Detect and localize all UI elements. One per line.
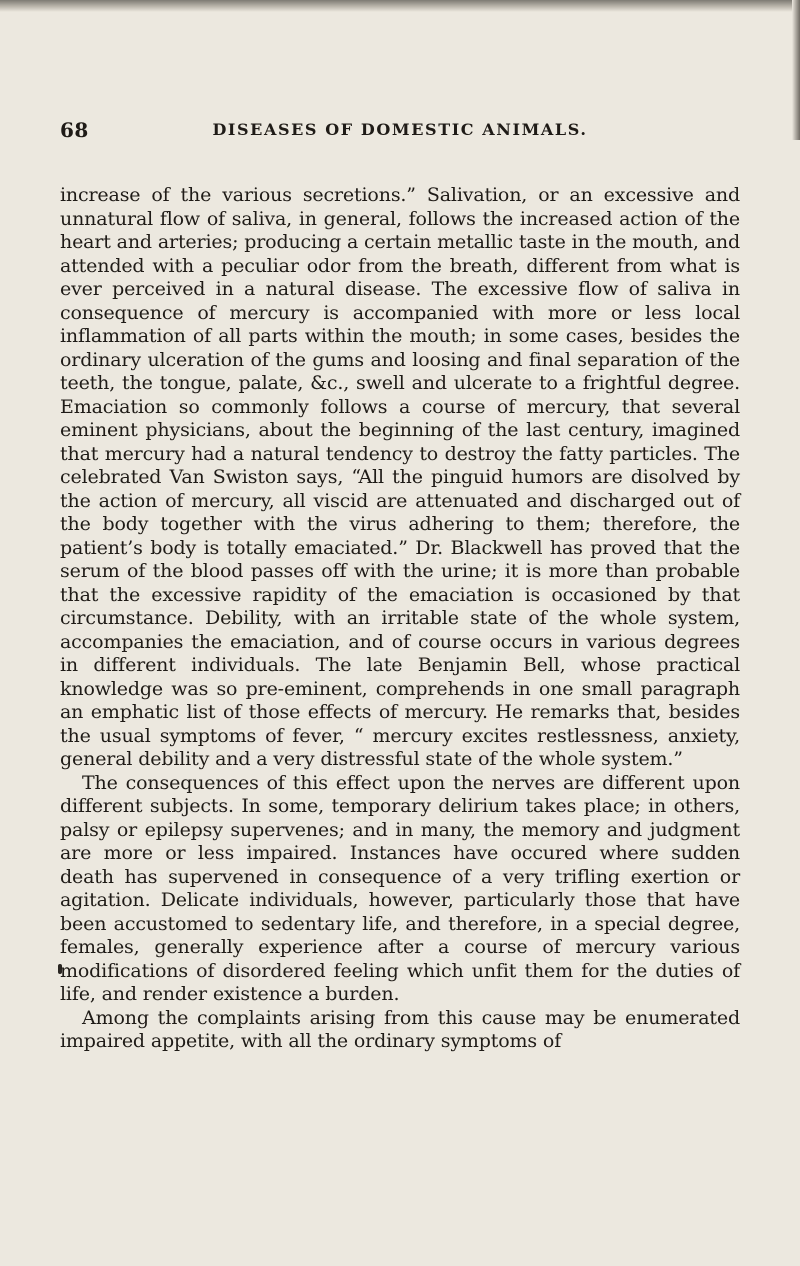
page-body bbox=[60, 184, 740, 1054]
paragraph-3: Among the complaints arising from this cause may be enumerated impaired appetite, with all the ordinary symptoms of bbox=[60, 1006, 740, 1052]
paragraph-2: The consequences of this effect upon the nerves are different upon different subjects. In some, temporary delirium takes place; in others, palsy or epilepsy supervenes; and in many, the memory and judgment are more or less impaired. Instances have occured where sudden death has supervened in consequence of a very trifling exertion or agitation. Delicate individuals, however, particularly those that have been accustomed to sedentary life, and therefore, in a special degree, females, generally experience after a course of mercury various modifications of disordered feeling which unfit them for the duties of life, and render existence a burden. bbox=[60, 771, 740, 1005]
scan-right-edge bbox=[792, 0, 800, 140]
running-head: DISEASES OF DOMESTIC ANIMALS. bbox=[212, 120, 588, 139]
page-number: 68 bbox=[60, 118, 89, 142]
page-header bbox=[60, 116, 740, 144]
scan-top-shadow bbox=[0, 0, 800, 12]
paragraph-1: increase of the various secretions.” Salivation, or an excessive and unnatural flow of saliva, in general, follows the increased action of the heart and arteries; producing a certain metallic taste in the mouth, and attended with a peculiar odor from the breath, different from what is ever perceived in a natural disease. The excessive flow of saliva in consequence of mercury is accompanied with more or less local inflammation of all parts within the mouth; in some cases, besides the ordinary ulceration of the gums and loosing and final separation of the teeth, the tongue, palate, &c., swell and ulcerate to a frightful degree. Emaciation so commonly follows a course of mercury, that several eminent physicians, about the beginning of the last century, imagined that mercury had a natural tendency to destroy the fatty particles. The celebrated Van Swiston says, “All the pinguid humors are disolved by the action of mercury, all viscid are attenuated and discharged out of the body together with the virus adhering to them; therefore, the patient’s body is totally emaciated.” Dr. Blackwell has proved that the serum of the blood passes off with the urine; it is more than probable that the excessive rapidity of the emaciation is occasioned by that circumstance. Debility, with an irritable state of the whole system, accompanies the emaciation, and of course occurs in various degrees in different individuals. The late Benjamin Bell, whose practical knowledge was so pre-eminent, comprehends in one small paragraph an emphatic list of those effects of mercury. He remarks that, besides the usual symptoms of fever, “ mercury excites restlessness, anxiety, general debility and a very distressful state of the whole system.” bbox=[60, 184, 740, 770]
